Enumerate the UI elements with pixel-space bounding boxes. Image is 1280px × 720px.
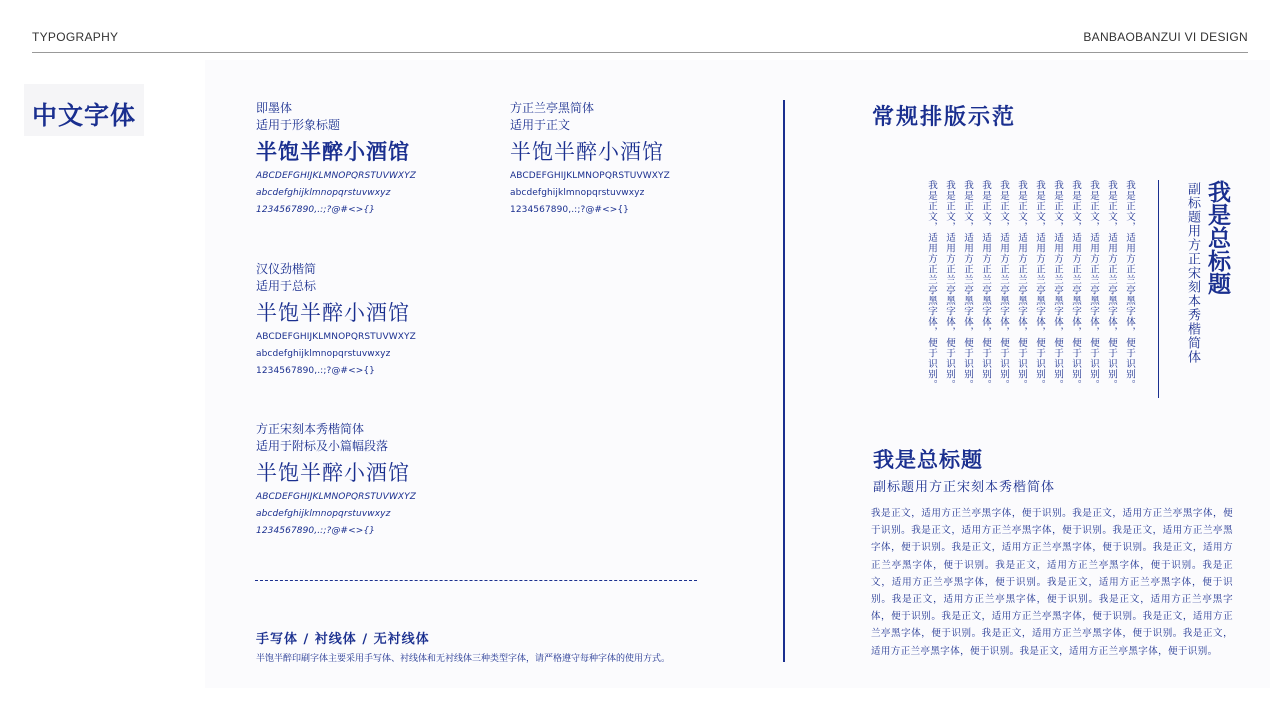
font-lowercase: abcdefghijklmnopqrstuvwxyz [256,188,391,198]
font-spec-songke-xiukai [256,421,416,540]
horizontal-main-title: 我是总标题 [873,447,983,472]
font-sample: 半饱半醉小酒馆 [256,301,410,325]
header-title: TYPOGRAPHY [32,30,119,44]
horizontal-body-text: 我是正文，适用方正兰亭黑字体，便于识别。我是正文，适用方正兰亭黑字体，便于识别。我是正文，适用方正兰亭黑字体，便于识别。我是正文，适用方正兰亭黑字体，便于识别。我是正文，适用方正兰亭黑字体，便于识别。我是正文，适用方正兰亭黑字体，便于识别。我是正文，适用方正兰亭黑字体，便于识别。我是正文，适用方正兰亭黑字体，便于识别。我是正文，适用方正兰亭黑字体，便于识别。我是正文，适用方正兰亭黑字体，便于识别。我是正文，适用方正兰亭黑字体，便于识别。我是正文，适用方正兰亭黑字体，便于识别。我是正文，适用方正兰亭黑字体，便于识别。我是正文，适用方正兰亭黑字体，便于识别。我是正文，适用方正兰亭黑字体，便于识别。我是正文，适用方正兰亭黑字体，便于识别。 [871,508,1233,657]
vertical-title-rule [1158,180,1159,398]
section-title: 中文字体 [32,101,137,130]
font-sample: 半饱半醉小酒馆 [256,461,410,485]
font-lowercase: abcdefghijklmnopqrstuvwxyz [256,509,391,519]
horizontal-subtitle: 副标题用方正宋刻本秀楷简体 [873,480,1056,495]
font-digits: 1234567890,.:;?@#<>{} [256,205,375,215]
font-lowercase: abcdefghijklmnopqrstuvwxyz [256,349,391,359]
font-spec-lanting-hei [510,100,670,219]
font-name: 汉仪劲楷简 [256,262,317,276]
vertical-main-title: 我是总标题 [1204,180,1231,295]
font-usage: 适用于形象标题 [256,118,341,132]
font-digits: 1234567890,.:;?@#<>{} [256,366,375,376]
summary-description: 半饱半醉印刷字体主要采用手写体、衬线体和无衬线体三种类型字体，请严格遵守每种字体的使用方式。 [256,654,671,664]
font-usage: 适用于正文 [510,118,571,132]
font-spec-jimo [256,100,416,219]
font-uppercase: ABCDEFGHIJKLMNOPQRSTUVWXYZ [256,171,417,181]
font-uppercase: ABCDEFGHIJKLMNOPQRSTUVWXYZ [256,492,417,502]
header-brand: BANBAOBANZUI VI DESIGN [1083,30,1248,44]
font-lowercase: abcdefghijklmnopqrstuvwxyz [510,188,645,198]
font-digits: 1234567890,.:;?@#<>{} [256,526,375,536]
dashed-divider [255,580,697,581]
font-digits: 1234567890,.:;?@#<>{} [510,205,629,215]
font-usage: 适用于附标及小篇幅段落 [256,439,389,453]
vertical-body-text: 我是正文，适用方正兰亭黑字体，便于识别。我是正文，适用方正兰亭黑字体，便于识别。我是正文，适用方正兰亭黑字体，便于识别。我是正文，适用方正兰亭黑字体，便于识别。我是正文，适用方正兰亭黑字体，便于识别。我是正文，适用方正兰亭黑字体，便于识别。我是正文，适用方正兰亭黑字体，便于识别。我是正文，适用方正兰亭黑字体，便于识别。我是正文，适用方正兰亭黑字体，便于识别。我是正文，适用方正兰亭黑字体，便于识别。我是正文，适用方正兰亭黑字体，便于识别。我是正文，适用方正兰亭黑字体，便于识别。 [926,180,1135,390]
vertical-subtitle: 副标题用方正宋刻本秀楷简体 [1185,182,1200,364]
font-sample: 半饱半醉小酒馆 [510,140,664,164]
font-uppercase: ABCDEFGHIJKLMNOPQRSTUVWXYZ [510,171,670,181]
font-name: 即墨体 [256,101,293,115]
summary-title: 手写体 / 衬线体 / 无衬线体 [256,632,430,647]
font-uppercase: ABCDEFGHIJKLMNOPQRSTUVWXYZ [256,332,416,342]
font-sample: 半饱半醉小酒馆 [256,139,410,164]
vertical-divider [783,100,785,662]
header-divider [32,52,1248,53]
font-name: 方正宋刻本秀楷简体 [256,422,365,436]
font-spec-hanyi-jinkai [256,261,416,380]
font-usage: 适用于总标 [256,279,317,293]
font-name: 方正兰亭黑简体 [510,101,595,115]
layout-demo-title: 常规排版示范 [872,104,1017,130]
